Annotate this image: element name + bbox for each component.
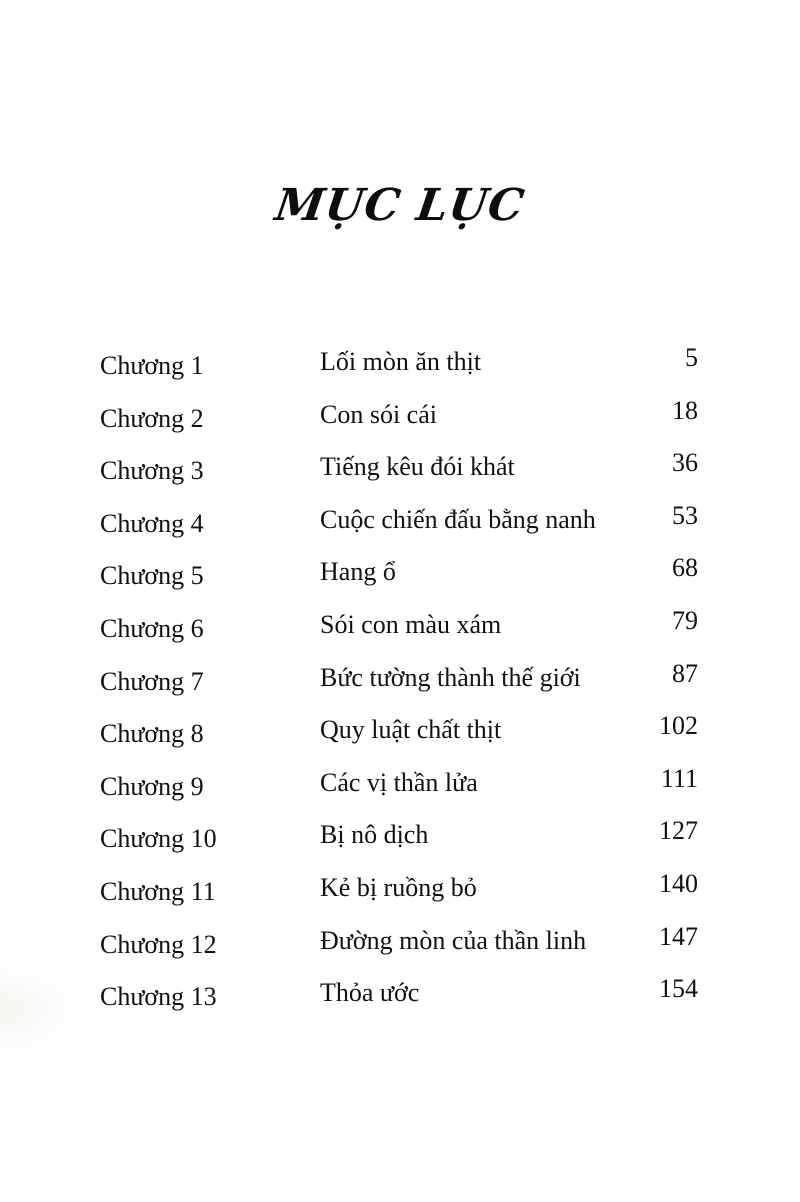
toc-entry [100, 967, 700, 1020]
toc-chapter-label: Chương 1 [100, 351, 204, 380]
toc-entry [100, 336, 700, 389]
toc-chapter-title: Cuộc chiến đấu bằng nanh [320, 504, 596, 534]
toc-page-number: 68 [672, 553, 698, 583]
toc-page-number: 36 [672, 448, 698, 478]
toc-entry [100, 441, 700, 494]
toc-chapter-title: Các vị thần lửa [320, 767, 478, 797]
toc-entry [100, 704, 700, 757]
toc-chapter-label: Chương 6 [100, 613, 204, 643]
toc-entry [100, 546, 700, 599]
toc-chapter-label: Chương 12 [100, 929, 217, 959]
toc-chapter-title: Tiếng kêu đói khát [320, 452, 515, 482]
toc-chapter-title: Quy luật chất thịt [320, 715, 502, 745]
paper-smudge [0, 960, 90, 1060]
toc-page-number: 18 [672, 395, 698, 425]
toc-chapter-label: Chương 7 [100, 666, 204, 696]
toc-chapter-label: Chương 4 [100, 508, 204, 538]
toc-chapter-label: Chương 3 [100, 456, 204, 486]
toc-entry [100, 494, 700, 547]
toc-chapter-title: Sói con màu xám [320, 609, 502, 639]
page-title: MỤC LỤC [272, 180, 528, 231]
toc-chapter-label: Chương 10 [100, 824, 217, 854]
toc-page-number: 5 [685, 343, 698, 372]
toc-page-number: 79 [672, 605, 698, 635]
toc-page-number: 147 [659, 921, 698, 951]
toc-entry [100, 862, 700, 915]
toc-page-number: 87 [672, 658, 698, 688]
toc-chapter-label: Chương 8 [100, 719, 204, 749]
toc-page-number: 154 [659, 974, 698, 1004]
toc-chapter-title: Đường mòn của thần linh [320, 925, 587, 955]
toc-entry [100, 915, 700, 968]
toc-page-number: 111 [660, 763, 698, 793]
toc-entry [100, 809, 700, 862]
toc-entry [100, 599, 700, 652]
toc-chapter-title: Bị nô dịch [320, 820, 429, 850]
toc-chapter-label: Chương 11 [100, 876, 216, 906]
toc-chapter-title: Kẻ bị ruồng bỏ [320, 872, 477, 902]
toc-page-number: 127 [659, 816, 698, 846]
toc-chapter-title: Lối mòn ăn thịt [320, 347, 482, 376]
toc-chapter-title: Hang ổ [320, 557, 396, 587]
toc-chapter-label: Chương 5 [100, 561, 204, 591]
table-of-contents [100, 336, 700, 1020]
toc-chapter-title: Bức tường thành thế giới [320, 662, 581, 692]
toc-page-number: 140 [659, 868, 698, 898]
toc-chapter-label: Chương 13 [100, 982, 217, 1012]
toc-entry [100, 757, 700, 810]
toc-page-number: 102 [659, 711, 698, 741]
toc-entry [100, 389, 700, 442]
toc-chapter-label: Chương 9 [100, 771, 204, 801]
toc-chapter-label: Chương 2 [100, 403, 204, 433]
toc-chapter-title: Con sói cái [320, 399, 437, 429]
toc-chapter-title: Thỏa ước [320, 978, 420, 1008]
toc-entry [100, 652, 700, 705]
toc-page-number: 53 [672, 500, 698, 530]
